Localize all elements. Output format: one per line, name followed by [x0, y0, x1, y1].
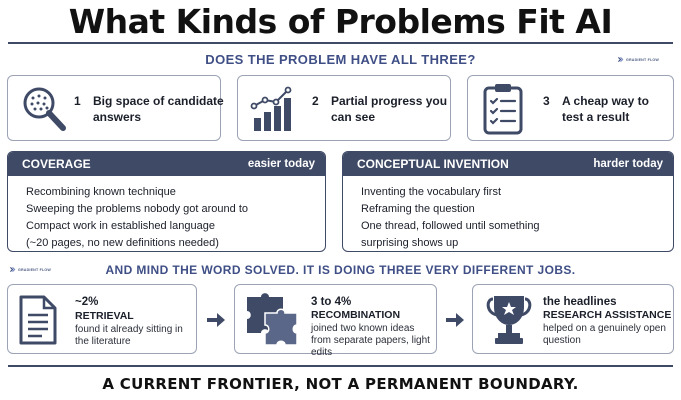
criterion-label: Partial progress you can see [331, 94, 448, 124]
criterion-card-3 [467, 75, 674, 141]
trophy-icon [485, 293, 533, 347]
list-item: Reframing the question [361, 203, 475, 215]
job-share: ~2% [75, 296, 99, 308]
invention-list [343, 176, 673, 252]
coverage-panel-header [8, 152, 325, 176]
job-description: found it already sitting in the literature [75, 324, 183, 347]
list-item: (~20 pages, no new definitions needed) [26, 237, 219, 249]
question-heading: DOES THE PROBLEM HAVE ALL THREE? [205, 52, 476, 67]
footer-divider [8, 365, 673, 367]
page-title: What Kinds of Problems Fit AI [68, 2, 613, 41]
job-description: joined two known ideas from separate papers, light edits [311, 323, 430, 358]
list-item: Recombining known technique [26, 186, 176, 198]
list-item: surprising shows up [361, 237, 459, 249]
coverage-panel [7, 151, 326, 252]
job-kind: RECOMBINATION [311, 309, 401, 321]
brand-logo: GRADIENT FLOW [617, 56, 659, 63]
list-item: Compact work in established language [26, 220, 215, 232]
document-icon [18, 295, 58, 345]
coverage-list [8, 176, 325, 252]
criterion-card-1 [7, 75, 224, 141]
list-item: One thread, followed until something [361, 220, 540, 232]
job-kind: RETRIEVAL [75, 310, 134, 322]
conceptual-invention-panel [342, 151, 674, 252]
clipboard-checklist-icon [482, 82, 524, 136]
arrow-right-icon [445, 312, 465, 328]
footer-tagline: A CURRENT FRONTIER, NOT A PERMANENT BOUNDARY. [102, 375, 579, 393]
bar-chart-trend-icon [250, 84, 296, 134]
magnifier-icon [20, 84, 68, 134]
criterion-label: A cheap way to test a result [562, 94, 649, 124]
panel-tag: easier today [247, 158, 315, 170]
puzzle-icon [243, 291, 299, 349]
panel-title: CONCEPTUAL INVENTION [357, 157, 509, 171]
job-description: helped on a genuinely open question [543, 323, 666, 346]
invention-panel-header [343, 152, 673, 176]
job-share: the headlines [543, 296, 617, 308]
job-share: 3 to 4% [311, 296, 352, 308]
criterion-number: 3 [543, 94, 550, 108]
criterion-card-2 [237, 75, 451, 141]
job-kind: RESEARCH ASSISTANCE [543, 309, 672, 321]
arrow-right-icon [206, 312, 226, 328]
list-item: Inventing the vocabulary first [361, 186, 502, 198]
panel-title: COVERAGE [22, 157, 91, 171]
panel-tag: harder today [593, 158, 663, 170]
criterion-number: 2 [312, 94, 319, 108]
solved-heading: AND MIND THE WORD SOLVED. IT IS DOING THREE VERY DIFFERENT JOBS. [105, 263, 576, 277]
title-divider [8, 42, 673, 44]
brand-mark-icon [617, 56, 624, 63]
job-card-retrieval [7, 284, 197, 354]
criterion-label: Big space of candidate answers [93, 94, 224, 124]
job-card-research-assistance [472, 284, 674, 354]
brand-logo: GRADIENT FLOW [9, 266, 51, 273]
job-card-recombination [234, 284, 437, 358]
list-item: Sweeping the problems nobody got around to [26, 203, 248, 215]
criterion-number: 1 [74, 94, 81, 108]
